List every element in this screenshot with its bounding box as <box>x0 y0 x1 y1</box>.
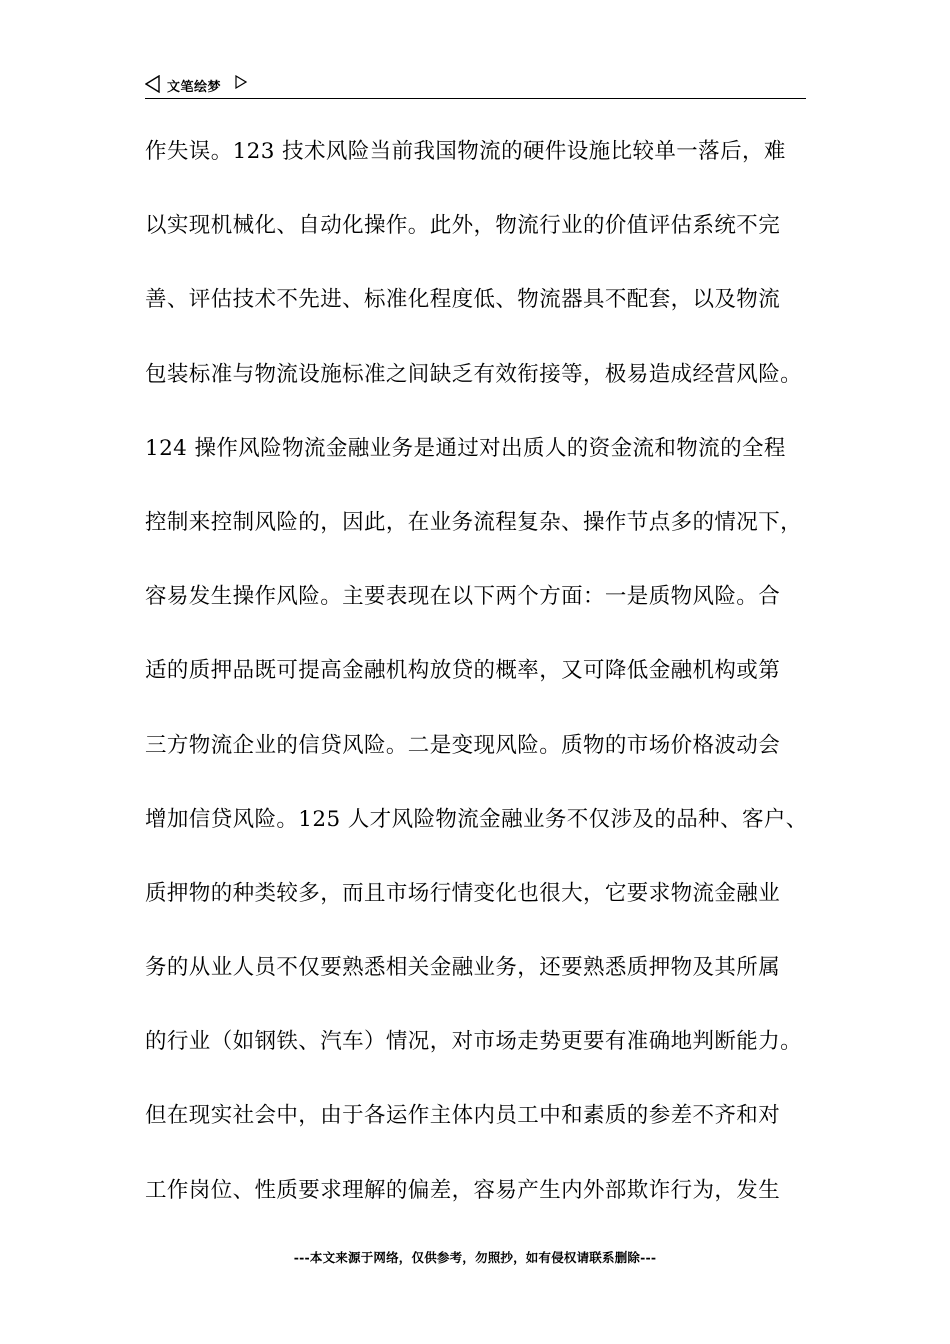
page-footer: ---本文来源于网络，仅供参考，勿照抄，如有侵权请联系删除--- <box>293 1250 657 1265</box>
body-line: 124 操作风险物流金融业务是通过对出质人的资金流和物流的全程 <box>145 435 786 461</box>
right-triangle-outline-icon <box>235 75 247 89</box>
body-line: 质押物的种类较多，而且市场行情变化也很大，它要求物流金融业 <box>145 880 781 906</box>
body-line: 三方物流企业的信贷风险。二是变现风险。质物的市场价格波动会 <box>145 732 781 758</box>
header-title: 文笔绘梦 <box>167 80 222 95</box>
body-line: 务的从业人员不仅要熟悉相关金融业务，还要熟悉质押物及其所属 <box>145 955 781 981</box>
body-line: 容易发生操作风险。主要表现在以下两个方面：一是质物风险。合 <box>145 584 781 610</box>
body-line: 适的质押品既可提高金融机构放贷的概率，又可降低金融机构或第 <box>145 658 781 684</box>
page-header <box>145 72 806 99</box>
left-triangle-outline-icon <box>145 75 161 93</box>
body-line: 但在现实社会中，由于各运作主体内员工中和素质的参差不齐和对 <box>145 1103 781 1129</box>
body-line: 以实现机械化、自动化操作。此外，物流行业的价值评估系统不完 <box>145 213 781 239</box>
body-line: 增加信贷风险。125 人才风险物流金融业务不仅涉及的品种、客户、 <box>145 806 808 832</box>
document-body <box>145 133 809 1246</box>
body-line: 的行业（如钢铁、汽车）情况，对市场走势更要有准确地判断能力。 <box>145 1029 803 1055</box>
body-line: 善、评估技术不先进、标准化程度低、物流器具不配套，以及物流 <box>145 287 781 313</box>
body-line: 作失误。123 技术风险当前我国物流的硬件设施比较单一落后，难 <box>145 139 786 164</box>
body-line: 包装标准与物流设施标准之间缺乏有效衔接等，极易造成经营风险。 <box>145 361 803 387</box>
body-line: 控制来控制风险的，因此，在业务流程复杂、操作节点多的情况下， <box>145 509 803 535</box>
body-line: 工作岗位、性质要求理解的偏差，容易产生内外部欺诈行为，发生 <box>145 1177 781 1203</box>
